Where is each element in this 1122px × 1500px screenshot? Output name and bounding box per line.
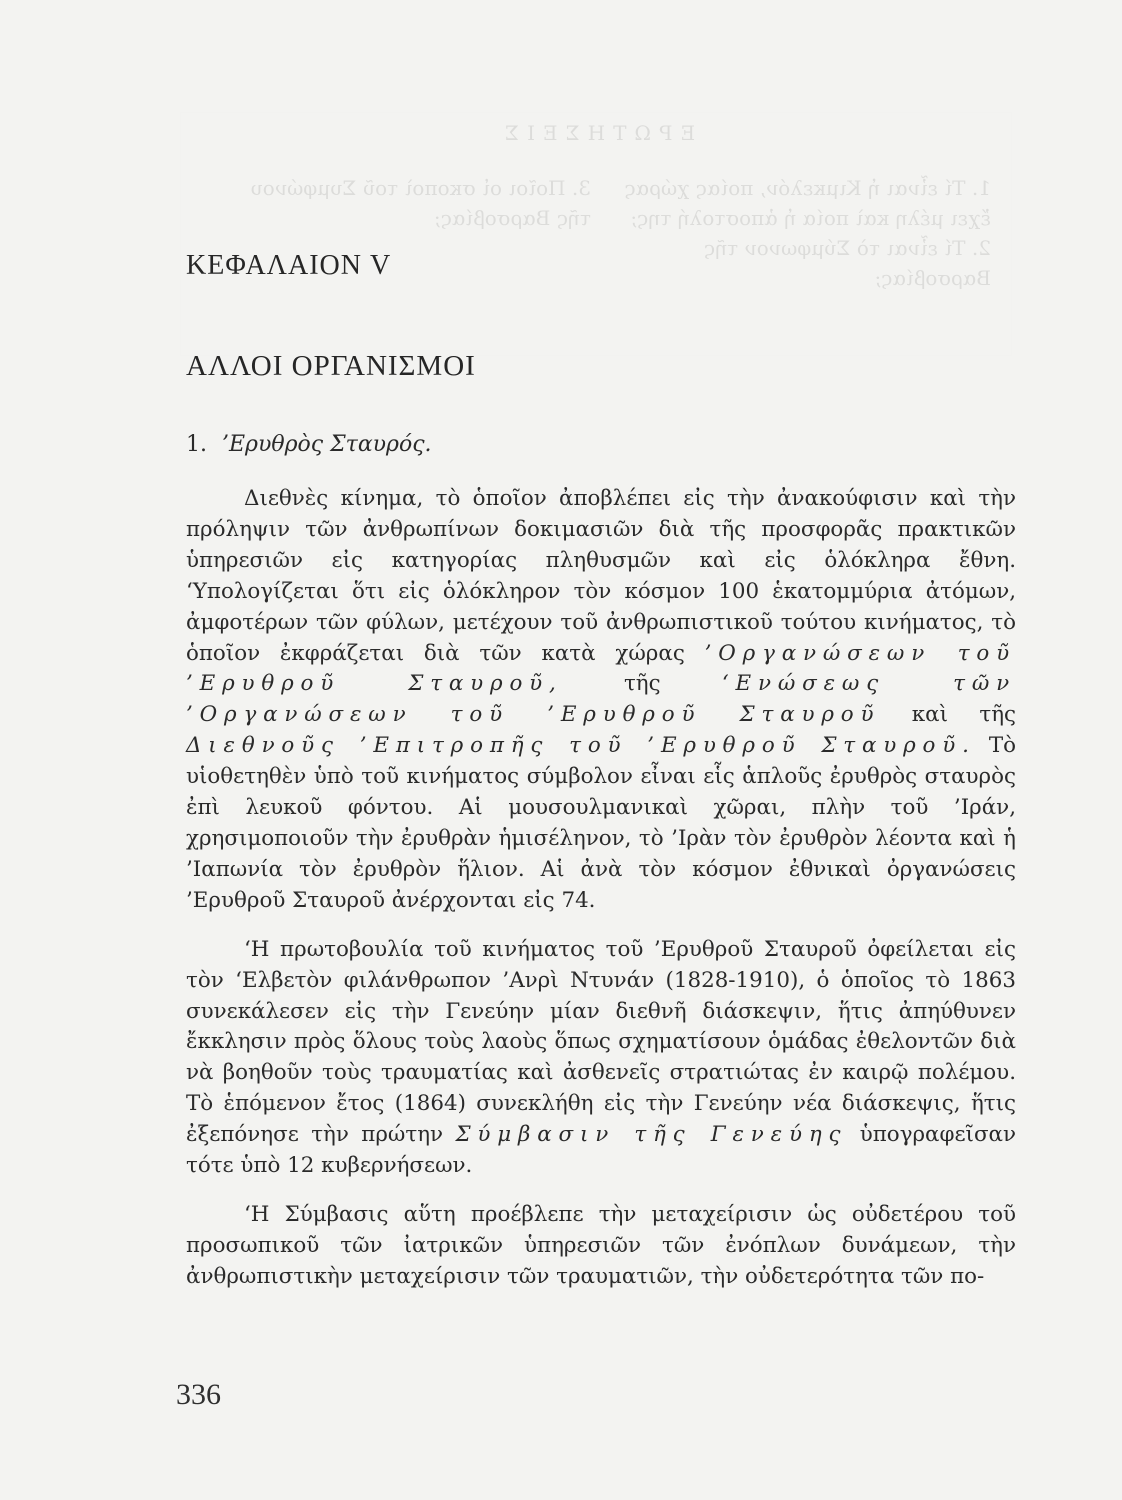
section-number: 1. — [186, 432, 207, 457]
chapter-label: ΚΕΦΑΛΑΙΟΝ V — [186, 250, 392, 281]
p2-text-a: ‘Η πρωτοβουλία τοῦ κινήματος τοῦ ’Ερυθροῦ Σταυροῦ ὀφείλεται εἰς τὸν ‘Ελβετὸν φιλάνθρωπον ’Ανρὶ Ντυνάν (1828-1910), ὁ ὁποῖος τὸ 1863 συνεκάλεσεν εἰς τὴν Γενεύην μίαν διεθνῆ διάσκεψιν, ἥτις ἀπηύθυνεν ἔκκλησιν πρὸς ὅλους τοὺς λαοὺς ὅπως σχηματίσουν ὁμάδας ἐθελοντῶν διὰ νὰ βοηθοῦν τοὺς τραυματίας καὶ ἀσθενεῖς στρατιώτας ἐν καιρῷ πολέμου. Τὸ ἑπόμενον ἔτος (1864) συνεκλήθη εἰς τὴν Γενεύην νέα διάσκεψις, ἥτις ἐξεπόνησε τὴν πρώτην — [186, 936, 1016, 1148]
bleed-through-column-1: 1. Τί εἶναι ἡ Κιμκελόν, ποίας χώρας ἔχει μέλη καὶ ποία ἡ ἀποστολή της; 2. Τί εἶναι τὸ Σύμφωνον τῆς Βαρσοβίας; — [624, 176, 991, 290]
bleed-through-column-2: 3. Ποῖοι οἱ σκοποὶ τοῦ Συμφώνου τῆς Βαρσοβίας; — [250, 176, 591, 230]
p2-spaced-term: Σύμβασιν τῆς Γενεύης — [455, 1122, 848, 1148]
paragraph-2 — [186, 935, 1016, 1182]
bleed-through-title: ΕΡΩΤΗΣΕΙΣ — [496, 121, 696, 145]
section-heading — [186, 432, 432, 457]
p1-spaced-term-2: ‘Ενώσεως τῶν ’Οργανώσεων τοῦ ’Ερυθροῦ Σταυροῦ — [186, 671, 1016, 728]
body-text — [186, 484, 1016, 1293]
page-number: 336 — [176, 1378, 221, 1411]
chapter-title: ΑΛΛΟΙ ΟΡΓΑΝΙΣΜΟΙ — [186, 350, 476, 382]
paragraph-1 — [186, 484, 1016, 917]
p1-spaced-term-3: Διεθνοῦς ’Επιτροπῆς τοῦ ’Ερυθροῦ Σταυροῦ. — [186, 733, 976, 759]
p3-text-a: ‘Η Σύμβασις αὕτη προέβλεπε τὴν μεταχείρισιν ὡς οὐδετέρου τοῦ προσωπικοῦ τῶν ἰατρικῶν ὑπηρεσιῶν τῶν ἐνόπλων δυνάμεων, τὴν ἀνθρωπιστικὴν μεταχείρισιν τῶν τραυματιῶν, τὴν οὐδετερότητα τῶν πο- — [186, 1201, 1016, 1289]
section-title: ’Ερυθρὸς Σταυρός. — [222, 432, 432, 457]
p2-text-c: ὑπογραφεῖσαν τότε ὑπὸ 12 κυβερνήσεων. — [186, 1122, 1016, 1179]
p1-text-g: Τὸ υἱοθετηθὲν ὑπὸ τοῦ κινήματος σύμβολον εἶναι εἷς ἁπλοῦς ἐρυθρὸς σταυρὸς ἐπὶ λευκοῦ φόντου. Αἱ μουσουλμανικαὶ χῶραι, πλὴν τοῦ ’Ιράν, χρησιμοποιοῦν τὴν ἐρυθρὰν ἡμισέληνον, τὸ ’Ιρὰν τὸν ἐρυθρὸν λέοντα καὶ ἡ ’Ιαπωνία τὸν ἐρυθρὸν ἥλιον. Αἱ ἀνὰ τὸν κόσμον ἐθνικαὶ ὀργανώσεις ’Ερυθροῦ Σταυροῦ ἀνέρχονται εἰς 74. — [186, 733, 1016, 913]
p1-text-a: Διεθνὲς κίνημα, τὸ ὁποῖον ἀποβλέπει εἰς τὴν ἀνακούφισιν καὶ τὴν πρόληψιν τῶν ἀνθρωπίνων δοκιμασιῶν διὰ τῆς προσφορᾶς πρακτικῶν ὑπηρεσιῶν εἰς κατηγορίας πληθυσμῶν καὶ εἰς ὁλόκληρα ἔθνη. ‘Υπολογίζεται ὅτι εἰς ὁλόκληρον τὸν κόσμον 100 ἑκατομμύρια ἀτόμων, ἀμφοτέρων τῶν φύλων, μετέχουν τοῦ ἀνθρωπιστικοῦ τούτου κινήματος, τὸ ὁποῖον ἐκφράζεται διὰ τῶν κατὰ χώρας — [186, 486, 1016, 666]
bleed-through-page — [180, 112, 1012, 356]
paragraph-3 — [186, 1200, 1016, 1293]
p1-text-c: τῆς — [623, 671, 661, 697]
p1-text-e: καὶ τῆς — [911, 702, 1016, 728]
p1-spaced-term-1: ’Οργανώσεων τοῦ ’Ερυθροῦ Σταυροῦ, — [186, 640, 1016, 697]
